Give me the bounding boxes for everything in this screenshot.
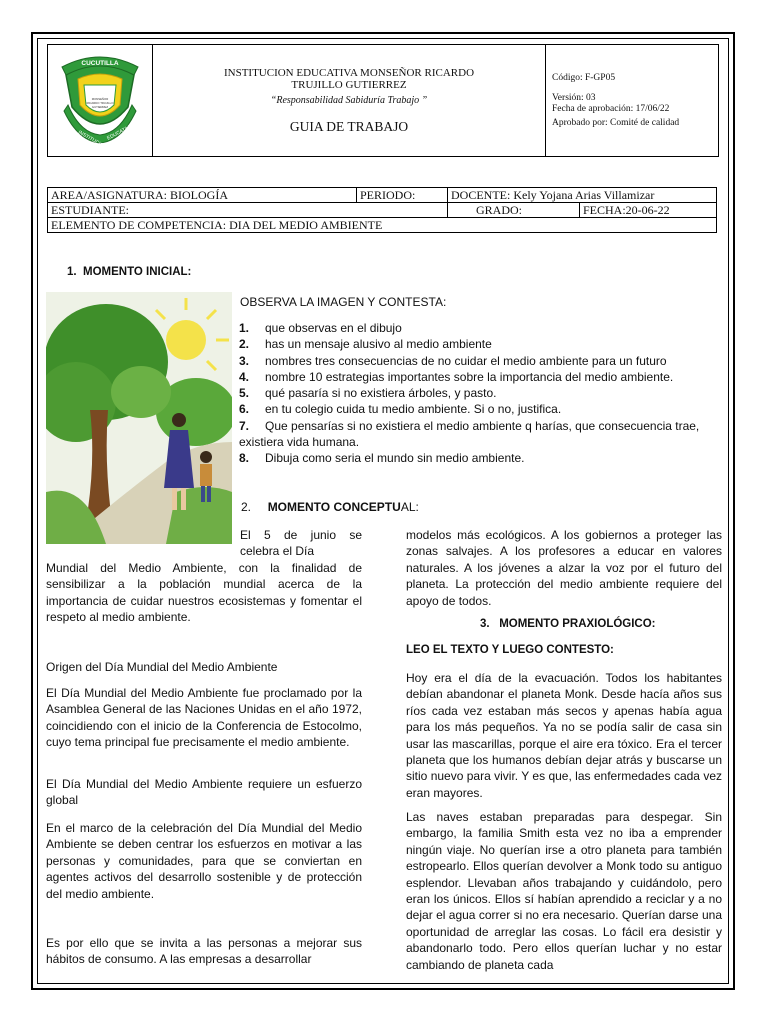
list-item: 2. has un mensaje alusivo al medio ambiente bbox=[239, 337, 492, 352]
grado-cell: GRADO: bbox=[448, 203, 580, 218]
institution-motto: “Responsabilidad Sabiduría Trabajo ” bbox=[270, 95, 428, 106]
document-meta-cell bbox=[546, 45, 718, 156]
competencia-cell: ELEMENTO DE COMPETENCIA: DIA DEL MEDIO AMBIENTE bbox=[48, 218, 717, 233]
docente-cell: DOCENTE: Kely Yojana Arias Villamizar bbox=[448, 188, 717, 203]
section3-heading: 3. MOMENTO PRAXIOLÓGICO: bbox=[480, 618, 656, 630]
list-item: 1. que observas en el dibujo bbox=[239, 321, 402, 335]
area-cell: AREA/ASIGNATURA: BIOLOGÍA bbox=[48, 188, 357, 203]
doc-approval-date: Fecha de aprobación: 17/06/22 bbox=[552, 104, 670, 114]
logo-cell bbox=[48, 45, 153, 156]
header-table bbox=[47, 44, 719, 157]
svg-text:RICARDO TRUJILLO: RICARDO TRUJILLO bbox=[86, 101, 114, 105]
global-effort-heading: El Día Mundial del Medio Ambiente requiere un esfuerzo global bbox=[46, 777, 362, 808]
list-item: 6. en tu colegio cuida tu medio ambiente. Si o no, justifica. bbox=[239, 402, 562, 417]
section1-heading: 1. MOMENTO INICIAL: bbox=[67, 266, 192, 278]
origin-heading: Origen del Día Mundial del Medio Ambiente bbox=[46, 660, 278, 674]
section1-instruction: OBSERVA LA IMAGEN Y CONTESTA: bbox=[240, 295, 447, 309]
institution-name-line2: TRUJILLO GUTIERREZ bbox=[291, 79, 407, 91]
list-item: 8. Dibuja como seria el mundo sin medio ambiente. bbox=[239, 451, 525, 466]
periodo-cell: PERIODO: bbox=[357, 188, 448, 203]
svg-text:EDUCATIVA: EDUCATIVA bbox=[106, 123, 134, 142]
section3-subtitle: LEO EL TEXTO Y LUEGO CONTESTO: bbox=[406, 644, 614, 656]
document-title: GUIA DE TRABAJO bbox=[289, 119, 409, 134]
list-item: 4. nombre 10 estrategias importantes sobre la importancia del medio ambiente. bbox=[239, 369, 674, 384]
list-item: 7. Que pensarías si no existiera el medio ambiente q harías, que consecuencia trae, existiera vida humana. bbox=[239, 418, 700, 450]
habits-paragraph: Es por ello que se invita a las personas a mejorar sus hábitos de consumo. A las empresas a desarrollar bbox=[46, 936, 362, 967]
fecha-cell: FECHA:20-06-22 bbox=[580, 203, 717, 218]
list-item: 3. nombres tres consecuencias de no cuidar el medio ambiente para un futuro bbox=[239, 353, 667, 368]
estudiante-cell: ESTUDIANTE: bbox=[48, 203, 448, 218]
school-logo-icon bbox=[48, 45, 152, 156]
doc-version: Versión: 03 bbox=[552, 93, 596, 103]
svg-text:CUCUTILLA: CUCUTILLA bbox=[81, 60, 119, 67]
section2-intro-rest: Mundial del Medio Ambiente, con la finalidad de sensibilizar a la población mundial acerca de la importancia de cuidar nuestros ecosistemas y fomentar el respeto al medio ambiente. bbox=[46, 561, 362, 625]
info-table bbox=[47, 187, 717, 233]
story-paragraph-1: Hoy era el día de la evacuación. Todos los habitantes debían abandonar el planeta Monk. Desde hacía años sus ríos cada vez estaban más secos y apenas había agua para los más pequeños. Ya no se podía salir de casa sin usar las mascarillas, porque el aire era tóxico. Era el tercer planeta que los humanos debían dejar atrás y buscarse un sitio nuevo para vivir. Y es que, las enfermedades cada vez eran mayores. bbox=[406, 671, 722, 800]
environment-illustration bbox=[46, 292, 232, 544]
institution-name-line1: INSTITUCION EDUCATIVA MONSEÑOR RICARDO bbox=[223, 67, 475, 79]
origin-paragraph: El Día Mundial del Medio Ambiente fue proclamado por la Asamblea General de las Naciones Unidas en el año 1972, coincidiendo con el inicio de la Conferencia de Estocolmo, cuyo tema principal fue precisamente el medio ambiente. bbox=[46, 686, 362, 750]
svg-text:MONSEÑOR: MONSEÑOR bbox=[91, 97, 109, 101]
section2-intro-top: El 5 de junio se celebra el Día bbox=[240, 528, 362, 559]
question-list bbox=[239, 320, 723, 467]
svg-text:INSTITUCION: INSTITUCION bbox=[77, 129, 108, 151]
doc-approved-by: Aprobado por: Comité de calidad bbox=[552, 118, 680, 128]
section2-right-paragraph: modelos más ecológicos. A los gobiernos a proteger las zonas salvajes. A los profesores a educar en valores naturales. A los jóvenes a alzar la voz por el futuro del planeta. La protección del medio ambiente requiere del apoyo de todos. bbox=[406, 528, 722, 608]
list-item: 5. qué pasaría si no existiera árboles, y pasto. bbox=[239, 386, 497, 401]
doc-code: Código: F-GP05 bbox=[552, 73, 616, 83]
story-paragraph-2: Las naves estaban preparadas para despegar. Sin embargo, la familia Smith esta vez no iba a emprender ningún viaje. No querían irse a otro planeta para también estropearlo. Ellos querían devolver a Monk todo su antiguo esplendor. Llevaban años trabajando y cuidándolo, pero eran los únicos. Ellos sí habían aprendido a reciclar y a no dejar el agua correr si no era necesario. Querían darse una oportunidad de arreglar las cosas. Lo fácil era desistir y abandonarlo todo. Pero ellos querían luchar y no estar cambiando de planeta cada bbox=[406, 810, 722, 972]
institution-cell bbox=[153, 45, 546, 156]
section2-heading: 2. MOMENTO CONCEPTUAL: bbox=[241, 500, 419, 514]
svg-text:GUTIERREZ: GUTIERREZ bbox=[91, 105, 109, 109]
celebration-paragraph: En el marco de la celebración del Día Mundial del Medio Ambiente se deben centrar los esfuerzos en motivar a las personas y comunidades, para que se conviertan en agentes activos del desarrollo sostenible y de protección del medio ambiente. bbox=[46, 821, 362, 901]
